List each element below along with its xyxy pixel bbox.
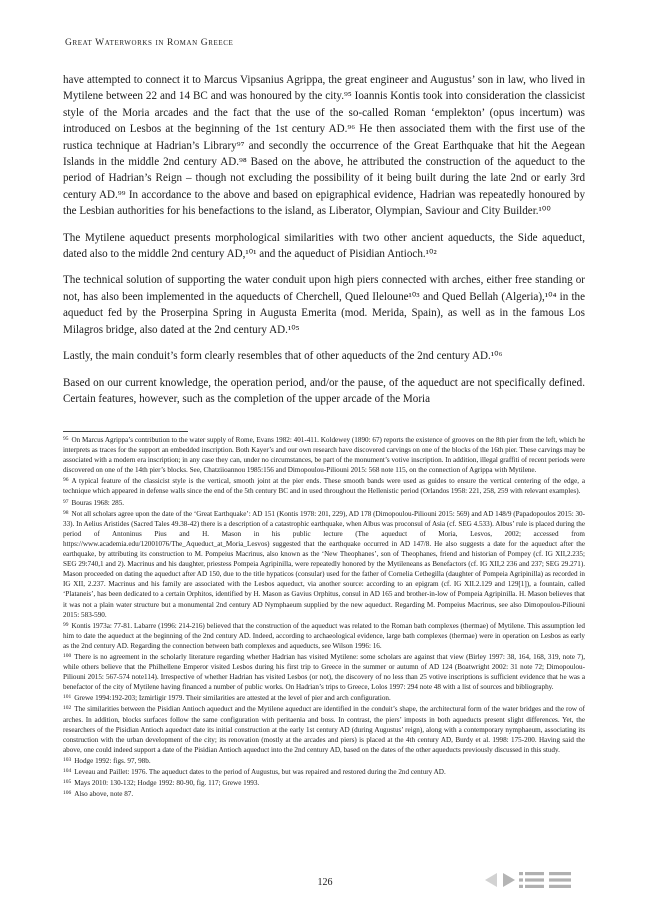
table-of-contents-icon: [519, 871, 545, 889]
footnote: [63, 434, 585, 475]
footnote-text: On Marcus Agrippa’s contribution to the water supply of Rome, Evans 1982: 401-411. Koldewey (1890: 67) reports the existence of grooves on the 8th pier from the left, which he interprets as traces for the support an embedded inscription. Both Kayer’s and our own research have discovered carvings on one of the blocks of the 16th pier. These carvings may be associated with a modern era inscription; in any case they can, under no circumstances, be part of the monument’s votive inscription. In addition, illegal graffiti of recent periods were discovered on one of the 14th pier’s blocks. See, Chatziioannou 1985:156 and Dimopoulou-Piliouni 2015: 568 note 115, on the connection of Agrippa with Mytilene.: [63, 436, 585, 475]
paragraph: have attempted to connect it to Marcus Vipsanius Agrippa, the great engineer and Augustus’ son in law, who lived in Mytilene between 22 and 14 BC and was honoured by the city.⁹⁵ Ioannis Kontis took into consideration the classicist style of the Moria arcades and the fact that the use of the so-called Roman ‘emplekton’ (opus incertum) was introduced on Lesbos at the beginning of the 1st century AD.⁹⁶ He then associated them with the first use of the rustica technique at Hadrian’s Library⁹⁷ and secondly the occurrence of the Great Earthquake that hit the Aegean Islands in the middle 2nd century AD.⁹⁸ Based on the above, he attributed the construction of the aqueduct to the period of Hadrian’s Reign – though not excluding the possibility of it being built during the late 2nd or early 3rd century AD.⁹⁹ In accordance to the above and based on epigraphical evidence, Hadrian was repeatedly honoured by the Lesbian authorities for his benefactions to the island, as Liberator, Olympian, Saviour and City Builder.¹⁰⁰: [63, 74, 585, 218]
footnote-text: Hodge 1992: figs. 97, 98b.: [74, 756, 151, 765]
prev-page-button[interactable]: [482, 871, 500, 889]
footnotes: [63, 434, 585, 799]
menu-button[interactable]: [549, 871, 571, 889]
main-text: [63, 72, 585, 417]
footnote-number: 95: [63, 436, 69, 442]
menu-icon: [549, 871, 571, 889]
footnote: [63, 788, 585, 799]
prev-page-icon: [482, 871, 500, 889]
page-number: 126: [317, 877, 333, 888]
footnote-text: The similarities between the Pisidian Antioch aqueduct and the Mytilene aqueduct are identified in the conduit’s shape, the architectural form of the water bridges and the row of arches. In addition, blocks surfaces follow the same configuration with peritaenia and boss. In contrast, the piers’ imposts in both aqueducts present slight differences. Yet, the researchers of the Pisidian Antioch aqueduct date its initial construction at the early 1st century AD (during Augustus’ reign), along with a contemporary nymphaeum, associating its construction with the urban development of the city; its renovation (mostly at the arcades and piers) is placed at the 4th century AD, Burdy et al. 1998: 175-200. Having said the above, one could indeed support a date of the Pisidian Antioch aqueduct into the 2nd century AD, based on the dates of the other aqueducts previously discussed in this study.: [63, 705, 585, 754]
footnote: [63, 755, 585, 766]
footnote: [63, 703, 585, 754]
footnote: [63, 475, 585, 496]
footnote: [63, 508, 585, 620]
footnote: [63, 692, 585, 703]
footnote-text: Kontis 1973a: 77-81. Labarre (1996: 214-216) believed that the construction of the aqueduct was related to the Roman bath complexes (thermae) of Mytilene. This assumption led him to date the aqueduct at the beginning of the 2nd century AD. Indeed, according to archaeological evidence, large bath complexes (thermae) were in operation on Lesbos as early as the 2nd century AD. Regarding the connection between bath complexes and aqueducts, see Wilson 1996: 16.: [63, 621, 585, 650]
footnote-separator: [63, 431, 188, 432]
table-of-contents-button[interactable]: [519, 871, 545, 889]
paragraph: Based on our current knowledge, the operation period, and/or the pause, of the aqueduct are not specifically defined. Certain features, however, such as the completion of the upper arcade of the Moria: [63, 376, 585, 405]
footnote-number: 106: [63, 790, 72, 797]
footnote-text: A typical feature of the classicist style is the vertical, smooth joint at the pier ends. These smooth bands were used as guides to ensure the vertical centering of the edge, a technique which appeared in defense walls since the end of the 5th century BC and in used throughout the Hellenistic period (Orlandos 1958: 221, 258, 259 with relevant examples).: [63, 477, 585, 496]
footnote-text: Bouras 1968: 285.: [71, 498, 125, 507]
next-page-icon: [500, 871, 518, 889]
footnote-number: 97: [63, 498, 69, 505]
footnote-number: 100: [63, 652, 72, 659]
footnote-text: Mays 2010: 130-132; Hodge 1992: 80-90, fig. 117; Grewe 1993.: [74, 779, 260, 788]
footnote-text: Leveau and Paillet: 1976. The aqueduct dates to the period of Augustus, but was repaired and restored during the 2nd century AD.: [74, 768, 446, 776]
footnote-text: Not all scholars agree upon the date of the ‘Great Earthquake’: AD 151 (Kontis 1978: 201, 229), AD 178 (Dimopoulou-Piliouni 2015: 569) and AD 148/9 (Papadopoulos 2015: 30-33). In Aelius Aristides (Sacred Tales 49.38-42) there is a description of a catastrophic earthquake, when Albus was proconsul of Asia (cf. SEG 4.533). Albus’ rule is placed during the period of Antoninus Pius and H. Mason in his public lecture (The aqueduct of Moria, Lesvos, 2002; accessed from https://www.academia.edu/12001076/The_Aqueduct_at_Moria_Lesvos) suggested that the earthquake occurred in AD 147/8. He also suggests a date for the aqueduct after the earthquake, by attributing its construction to M. Pompeius Macrinus, also known as the ‘New Theophanes’, son of Theophanes, friend and historian of Pompey (cf. IG XII,2.235; SEG 29:740,1 and 2). Macrinus and his daughter, priestess Pompeia Agripinilla, were repeatedly honored by the Mytileneans as Benefactors (cf. IG XII,2 236 and 237; SEG 29.271). Mason proceeded on dating the aqueduct after AD 150, due to the title hypaticos (consular) used for the father of Cornelia Cethegilla (daughter of Pompeia Agripinilla) as recorded in IG XII, 2.237. Macrinus and his family are associated with the Lesbos aqueduct, via another source: according to an epigram (cf. IG XII.2.129 and 129[1]), a fountain, called ‘Plataneis’, has been dedicated to a certain Orphitos, identified by H. Mason as Gavius Orphitus, consul in AD 165 and brother-in-low of Pompeia Agripinilla. H. Mason believes that it was not a plain water structure but a monumental 2nd century AD Nymphaeum supplied by the new aqueduct. Regarding M. Pompeius Macrinus, see also Dimopoulou-Piliouni 2015: 583-590.: [63, 509, 585, 619]
paragraph: The Mytilene aqueduct presents morphological similarities with two other ancient aqueducts, the Side aqueduct, dated also to the middle 2nd century AD,¹⁰¹ and the aqueduct of Pisidian Antioch.¹⁰²: [63, 231, 585, 261]
paragraph: The technical solution of supporting the water conduit upon high piers connected with arches, either free standing or not, has also been implemented in the aqueducts of Cherchell, Qued Ileloune¹⁰³ and Qued Bellah (Algeria),¹⁰⁴ in the aqueduct fed by the Proserpina Spring in Augusta Emerita (mod. Merida, Spain), as well as in the famous Los Milagros bridge, also dated at the 2nd century AD.¹⁰⁵: [63, 274, 585, 336]
footnote-number: 104: [63, 768, 72, 774]
footnote-text: There is no agreement in the scholarly literature regarding whether Hadrian has visited Mytilene: some scholars are against that view (Birley 1997: 38, 164, 168, 319, note 7), while others believe that the Philhellene Emperor visited Lesbos during his first trip to Greece in the summer or autumn of AD 124 (Boatwright 2002: 31 note 72; Dimopoulou-Piliouni 2015: 567-574 note114). Irrespective of whether Hadrian has visited Lesbos (or not), the discovery of no less than 25 votive inscriptions is sufficient evidence that he was a benefactor of the city of Mytilene having financed a number of public works. On Hadrian’s trips to Greece, Lolos 1997: 294 note 48 with a list of sources and bibliography.: [63, 652, 585, 692]
next-page-button[interactable]: [500, 871, 518, 889]
footnote-number: 99: [63, 621, 69, 628]
footnote-number: 105: [63, 779, 72, 786]
footnote-number: 101: [63, 694, 72, 701]
paragraph: Lastly, the main conduit’s form clearly resembles that of other aqueducts of the 2nd century AD.¹⁰⁶: [63, 350, 503, 363]
footnote-text: Also above, note 87.: [74, 790, 134, 799]
footnote-number: 98: [63, 509, 69, 516]
footnote: [63, 766, 585, 777]
footnote: [63, 651, 585, 692]
footnote: [63, 497, 585, 508]
footnote-text: Grewe 1994:192-203; Izmirligir 1979. Their similarities are attested at the level of pier and arch configuration.: [74, 694, 391, 703]
footnote: [63, 620, 585, 651]
footnote-number: 96: [63, 477, 69, 484]
footnote-number: 103: [63, 756, 72, 763]
footnote-number: 102: [63, 705, 72, 712]
footnote: [63, 777, 585, 788]
running-header: Great Waterworks in Roman Greece: [65, 38, 234, 48]
